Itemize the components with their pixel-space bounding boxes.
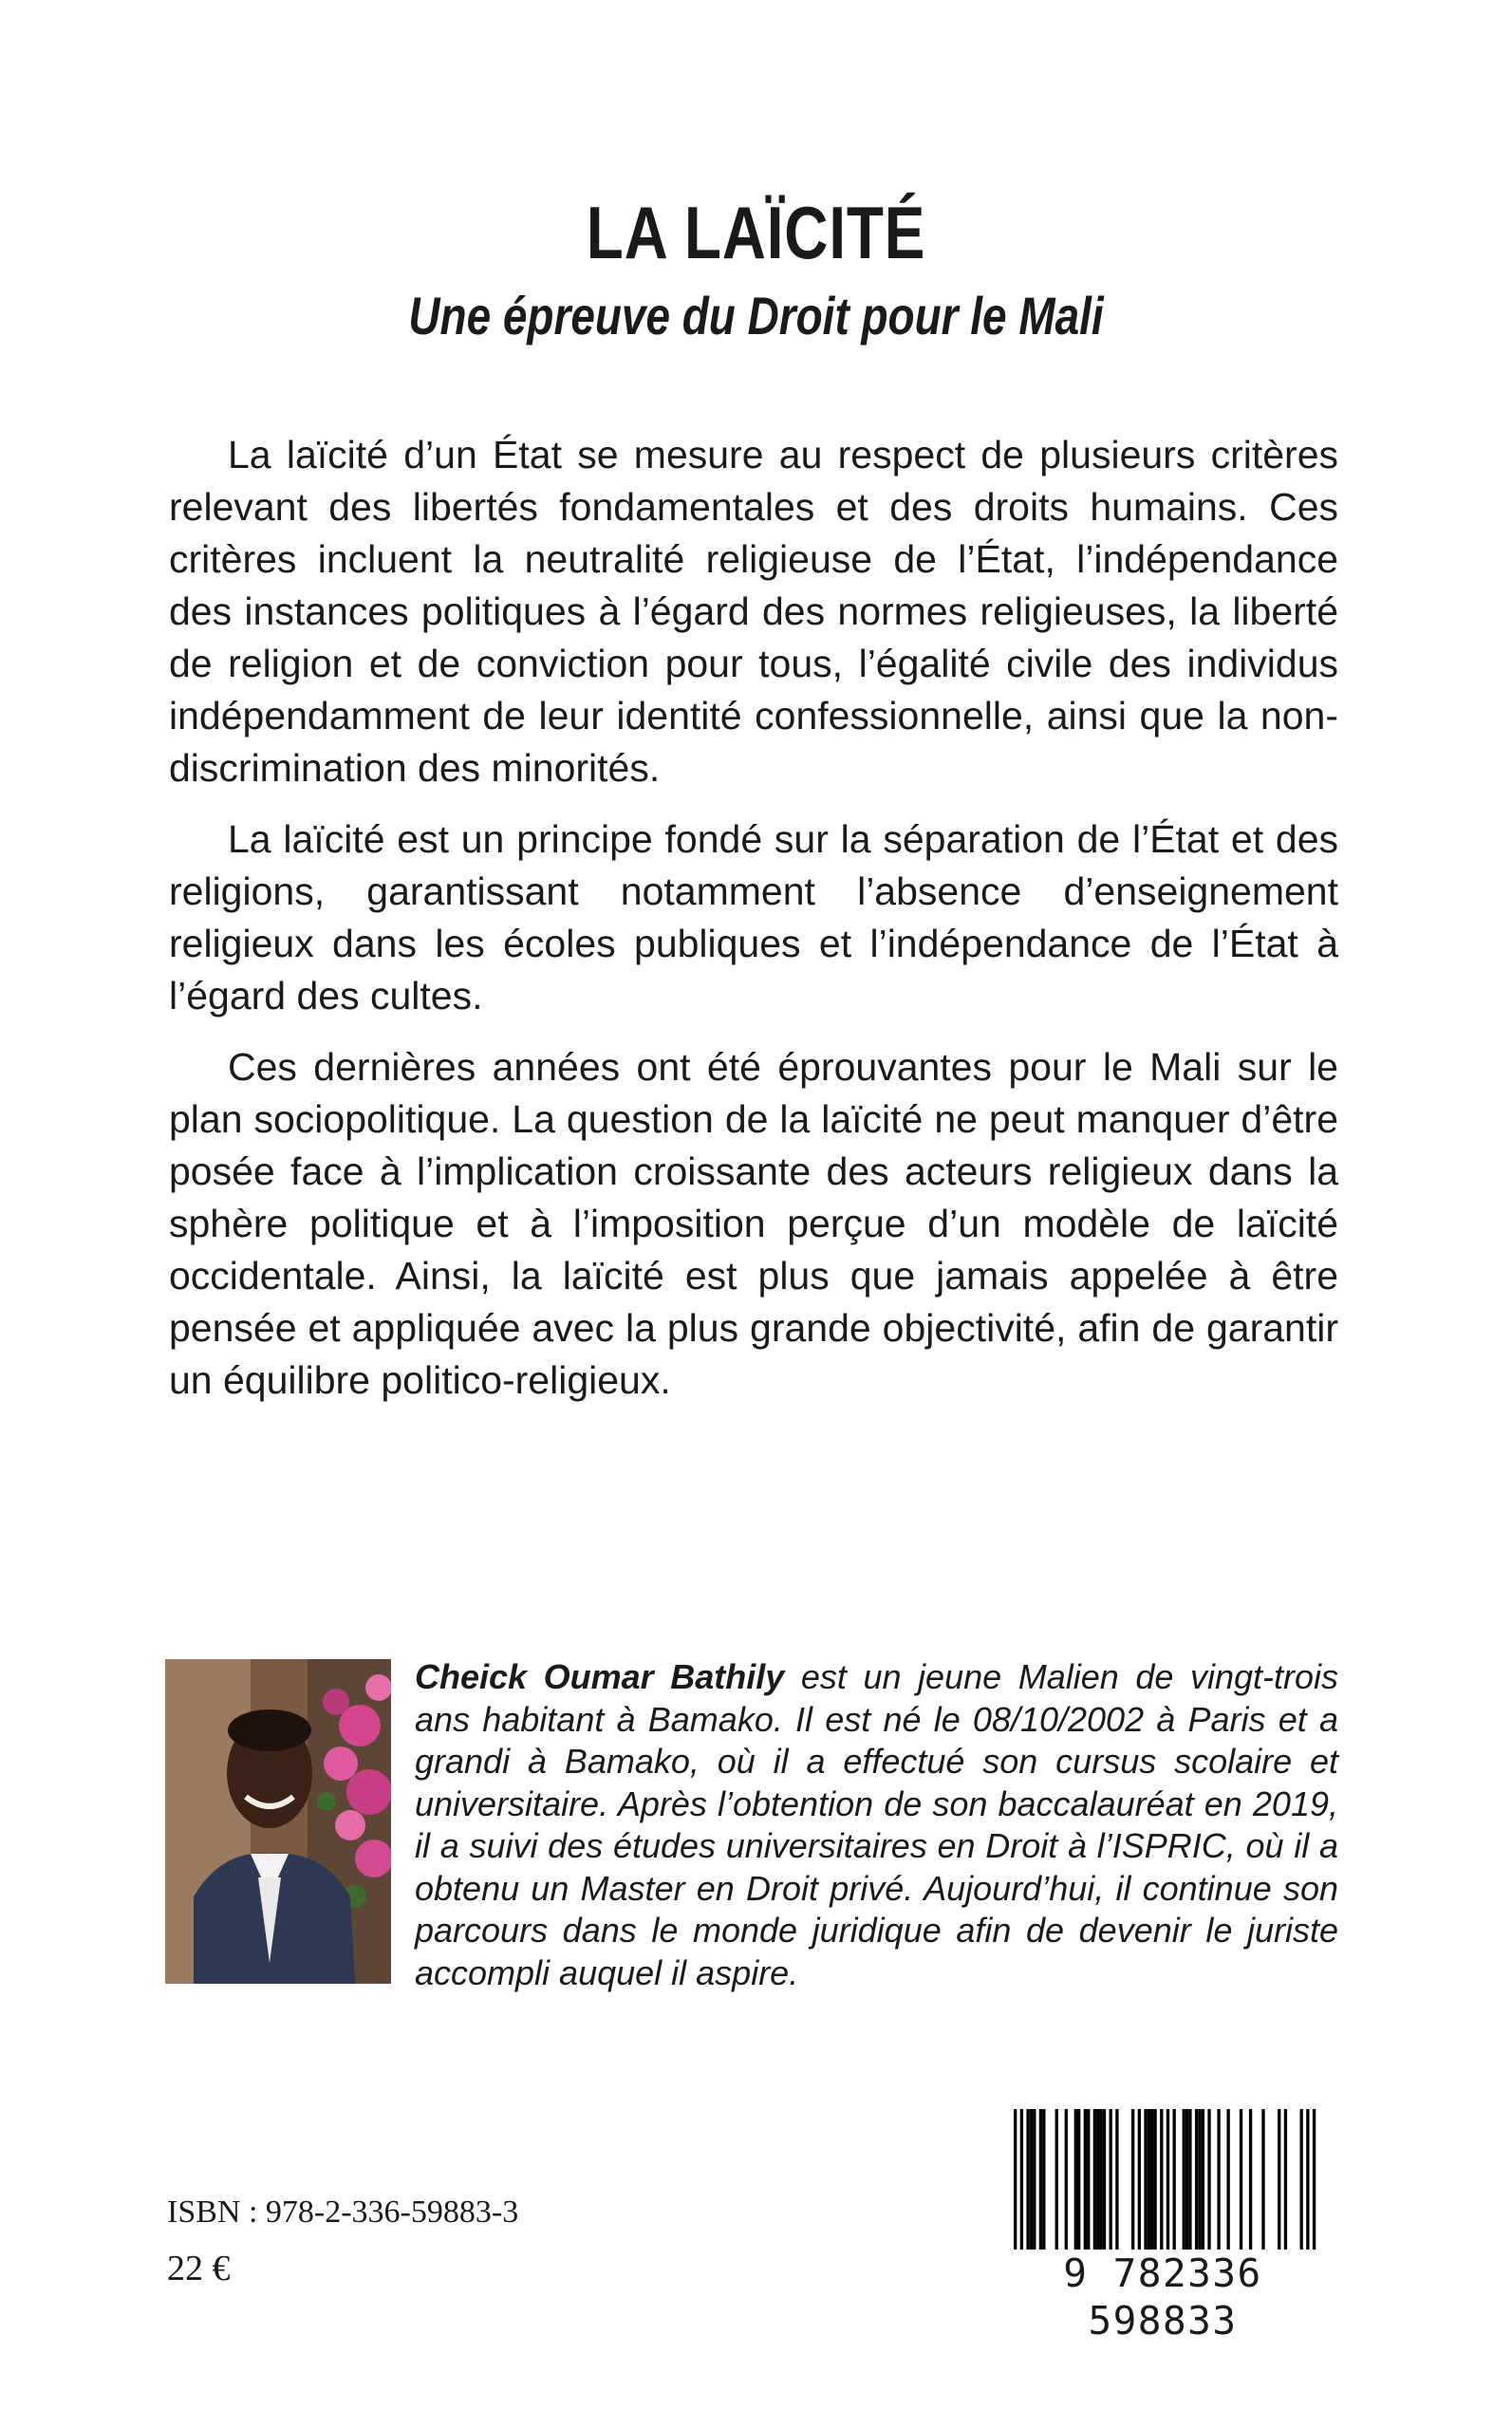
barcode-bar: [1198, 2109, 1201, 2251]
price: 22 €: [167, 2249, 231, 2288]
summary-paragraph-3: Ces dernières années ont été éprouvantes pour le Mali sur le plan sociopolitique. La question de la laïcité ne peut manquer d’être posée face à l’implication croissante des acteurs religieux dans la sphère politique et à l’imposition perçue d’un modèle de laïcité occidentale. Ainsi, la laïcité est plus que jamais appelée à être pensée et appliquée avec la plus grande objectivité, afin de garantir un équilibre politico-religieux.: [169, 1045, 1338, 1402]
summary-paragraph-2: La laïcité est un principe fondé sur la séparation de l’État et des religions, garantissant notamment l’absence d’enseignement religieux dans les écoles publiques et l’indépendance de l’État à l’égard des cultes.: [169, 817, 1338, 1018]
summary-paragraph-1: La laïcité d’un État se mesure au respect de plusieurs critères relevant des libertés fondamentales et des droits humains. Ces critères incluent la neutralité religieuse de l’État, l’indépendance des instances politiques à l’égard des normes religieuses, la liberté de religion et de conviction pour tous, l’égalité civile des individus indépendamment de leur identité confessionnelle, ainsi que la non-discrimination des minorités.: [169, 433, 1338, 790]
barcode-bar: [1115, 2109, 1118, 2251]
isbn-number: ISBN : 978-2-336-59883-3: [167, 2194, 519, 2230]
barcode-bar: [1131, 2109, 1134, 2251]
barcode-bar: [1096, 2109, 1099, 2251]
barcode-bar: [1188, 2109, 1191, 2251]
barcode-bar: [1026, 2109, 1029, 2251]
back-cover-summary: [169, 429, 1338, 1426]
barcode-bar: [1173, 2109, 1176, 2251]
barcode-bar: [1153, 2109, 1156, 2251]
barcode-bar: [1074, 2109, 1077, 2251]
barcode-number: 9 782336 598833: [978, 2250, 1348, 2344]
barcode-bar: [1030, 2109, 1033, 2251]
barcode-bar: [1278, 2109, 1280, 2251]
barcode-bar: [1065, 2109, 1068, 2251]
author-name: Cheick Oumar Bathily: [415, 1657, 785, 1696]
barcode-bar: [1249, 2109, 1252, 2251]
barcode-bar: [1033, 2109, 1036, 2251]
barcode-bar: [1261, 2109, 1264, 2251]
barcode-bar: [1185, 2109, 1188, 2251]
barcode-bar: [1150, 2109, 1153, 2251]
barcode-bar: [1284, 2109, 1287, 2251]
barcode-bar: [1144, 2109, 1147, 2251]
book-subtitle: Une épreuve du Droit pour le Mali: [408, 286, 1104, 345]
barcode-bar: [1226, 2109, 1229, 2251]
author-bio: [415, 1656, 1338, 1994]
barcode-bar: [1138, 2109, 1141, 2251]
barcode-bar: [1148, 2109, 1150, 2251]
barcode-bar: [1183, 2109, 1185, 2251]
author-photo: [165, 1659, 391, 1984]
barcode-bar: [1084, 2109, 1087, 2251]
barcode-bar: [1042, 2109, 1045, 2251]
barcode-bar: [1207, 2109, 1210, 2251]
barcode-bar: [1202, 2109, 1204, 2251]
barcode-bar: [1110, 2109, 1112, 2251]
barcode-bar: [1093, 2109, 1096, 2251]
barcode-bar: [1055, 2109, 1058, 2251]
barcode-bar: [1039, 2109, 1042, 2251]
author-bio-text: est un jeune Malien de vingt-trois ans habitant à Bamako. Il est né le 08/10/2002 à Paris et a grandi à Bamako, où il a effectué son cursus scolaire et universitaire. Après l’obtention de son baccalauréat en 2019, il a suivi des études universitaires en Droit à l’ISPRIC, où il a obtenu un Master en Droit privé. Aujourd’hui, il continue son parcours dans le monde juridique afin de devenir le juriste accompli auquel il aspire.: [415, 1657, 1338, 1992]
barcode-bar: [1103, 2109, 1106, 2251]
barcode-bar: [1240, 2109, 1242, 2251]
barcode-bar: [1195, 2109, 1198, 2251]
barcode-bar: [1217, 2109, 1220, 2251]
book-title: LA LAÏCITÉ: [586, 191, 926, 274]
barcode-bar: [1300, 2109, 1303, 2251]
barcode-bar: [1099, 2109, 1102, 2251]
barcode-bar: [1087, 2109, 1090, 2251]
barcode-bar: [1077, 2109, 1080, 2251]
